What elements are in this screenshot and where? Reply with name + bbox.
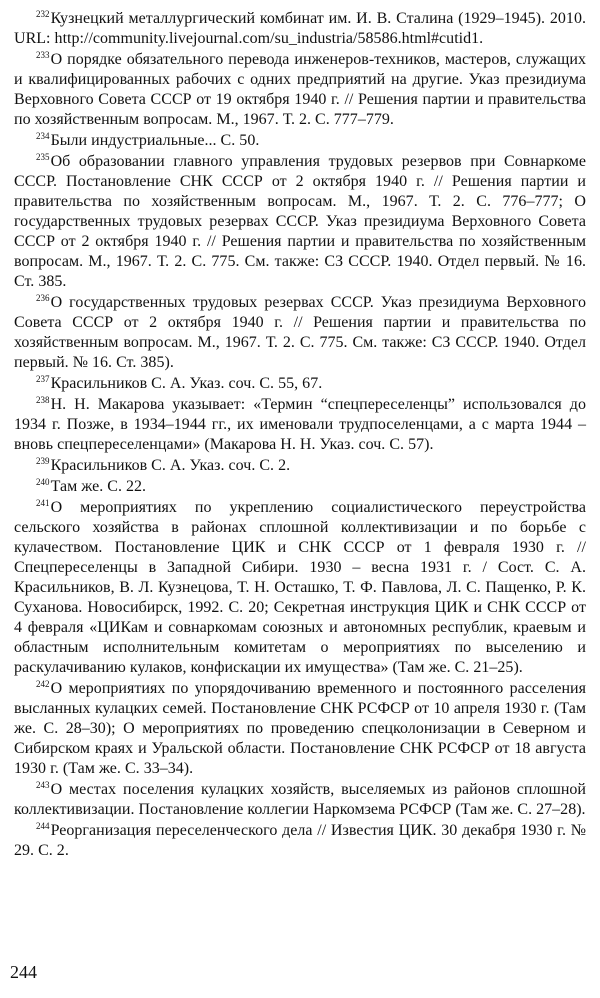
footnote-number: 233 — [36, 50, 50, 60]
footnote — [14, 679, 586, 779]
footnote-text: Красильников С. А. Указ. соч. С. 2. — [50, 457, 291, 474]
footnote — [14, 293, 586, 373]
footnote-text: Там же. С. 22. — [50, 478, 147, 495]
footnote — [14, 50, 586, 130]
footnote-text: Были индустриальные... С. 50. — [50, 132, 260, 149]
footnote-text: Красильников С. А. Указ. соч. С. 55, 67. — [50, 375, 323, 392]
footnote-number: 243 — [36, 780, 50, 790]
footnote-number: 236 — [36, 293, 50, 303]
footnote — [14, 456, 586, 476]
footnote-number: 240 — [36, 477, 50, 487]
footnote — [14, 821, 586, 861]
footnote-text: Н. Н. Макарова указывает: «Термин “спецпереселенцы” использовался до 1934 г. Позже, в 1934–1944 гг., их именовали трудпоселенцами, а с марта 1944 – вновь спецпереселенцами» (Макарова Н. Н. Указ. соч. С. 57). — [14, 396, 586, 453]
footnote-text: Кузнецкий металлургический комбинат им. И. В. Сталина (1929–1945). 2010. URL: http://community.livejournal.com/su_industria/58586.html#cutid1. — [14, 10, 586, 47]
footnote-number: 244 — [36, 821, 50, 831]
footnote-text: Об образовании главного управления трудовых резервов при Совнаркоме СССР. Постановление СНК СССР от 2 октября 1940 г. // Решения партии и правительства по хозяйственным вопросам. М., 1967. Т. 2. С. 776–777; О государственных трудовых резервах СССР. Указ президиума Верховного Совета СССР от 2 октября 1940 г. // Решения партии и правительства по хозяйственным вопросам. М., 1967. Т. 2. С. 775. См. также: СЗ СССР. 1940. Отдел первый. № 16. Ст. 385. — [14, 153, 586, 290]
footnote — [14, 498, 586, 678]
footnote-number: 237 — [36, 374, 50, 384]
footnotes-list — [14, 9, 586, 862]
footnote-number: 234 — [36, 131, 50, 141]
footnote-number: 235 — [36, 152, 50, 162]
footnote-text: О мероприятиях по укреплению социалистического переустройства сельского хозяйства в районах сплошной коллективизации и по борьбе с кулачеством. Постановление ЦИК и СНК СССР от 1 февраля 1930 г. // Спецпереселенцы в Западной Сибири. 1930 – весна 1931 г. / Сост. С. А. Красильников, В. Л. Кузнецова, Т. Н. Осташко, Т. Ф. Павлова, Л. С. Пащенко, Р. К. Суханова. Новосибирск, 1992. С. 20; Секретная инструкция ЦИК и СНК СССР от 4 февраля «ЦИКам и совнаркомам союзных и автономных республик, краевым и областным исполнительным комитетам о мероприятиях по выселению и раскулачиванию кулаков, конфискации их имущества» (Там же. С. 21–25). — [14, 499, 586, 676]
footnote-number: 239 — [36, 456, 50, 466]
footnote — [14, 374, 586, 394]
footnote-text: О местах поселения кулацких хозяйств, выселяемых из районов сплошной коллективизации. Постановление коллегии Наркомзема РСФСР (Там же. С. 27–28). — [14, 781, 586, 818]
footnote-text: Реорганизация переселенческого дела // Известия ЦИК. 30 декабря 1930 г. № 29. С. 2. — [14, 822, 586, 859]
footnote — [14, 131, 586, 151]
footnote — [14, 395, 586, 455]
footnote — [14, 9, 586, 49]
footnote-number: 232 — [36, 9, 50, 19]
footnote-number: 241 — [36, 498, 50, 508]
footnote — [14, 780, 586, 820]
footnote-text: О порядке обязательного перевода инженеров-техников, мастеров, служащих и квалифицированных рабочих с одних предприятий на другие. Указ президиума Верховного Совета СССР от 19 октября 1940 г. // Решения партии и правительства по хозяйственным вопросам. М., 1967. Т. 2. С. 777–779. — [14, 51, 586, 128]
footnote-number: 242 — [36, 679, 50, 689]
footnote-text: О государственных трудовых резервах СССР. Указ президиума Верховного Совета СССР от 2 октября 1940 г. // Решения партии и правительства по хозяйственным вопросам. М., 1967. Т. 2. С. 775. См. также: СЗ СССР. 1940. Отдел первый. № 16. Ст. 385). — [14, 294, 586, 371]
footnote — [14, 152, 586, 292]
footnote-text: О мероприятиях по упорядочиванию временного и постоянного расселения высланных кулацких семей. Постановление СНК РСФСР от 10 апреля 1930 г. (Там же. С. 28–30); О мероприятиях по проведению спецколонизации в Северном и Сибирском краях и Уральской области. Постановление СНК РСФСР от 18 августа 1930 г. (Там же. С. 33–34). — [14, 680, 586, 777]
footnote-number: 238 — [36, 395, 50, 405]
page-number: 244 — [10, 962, 37, 982]
footnote — [14, 477, 586, 497]
